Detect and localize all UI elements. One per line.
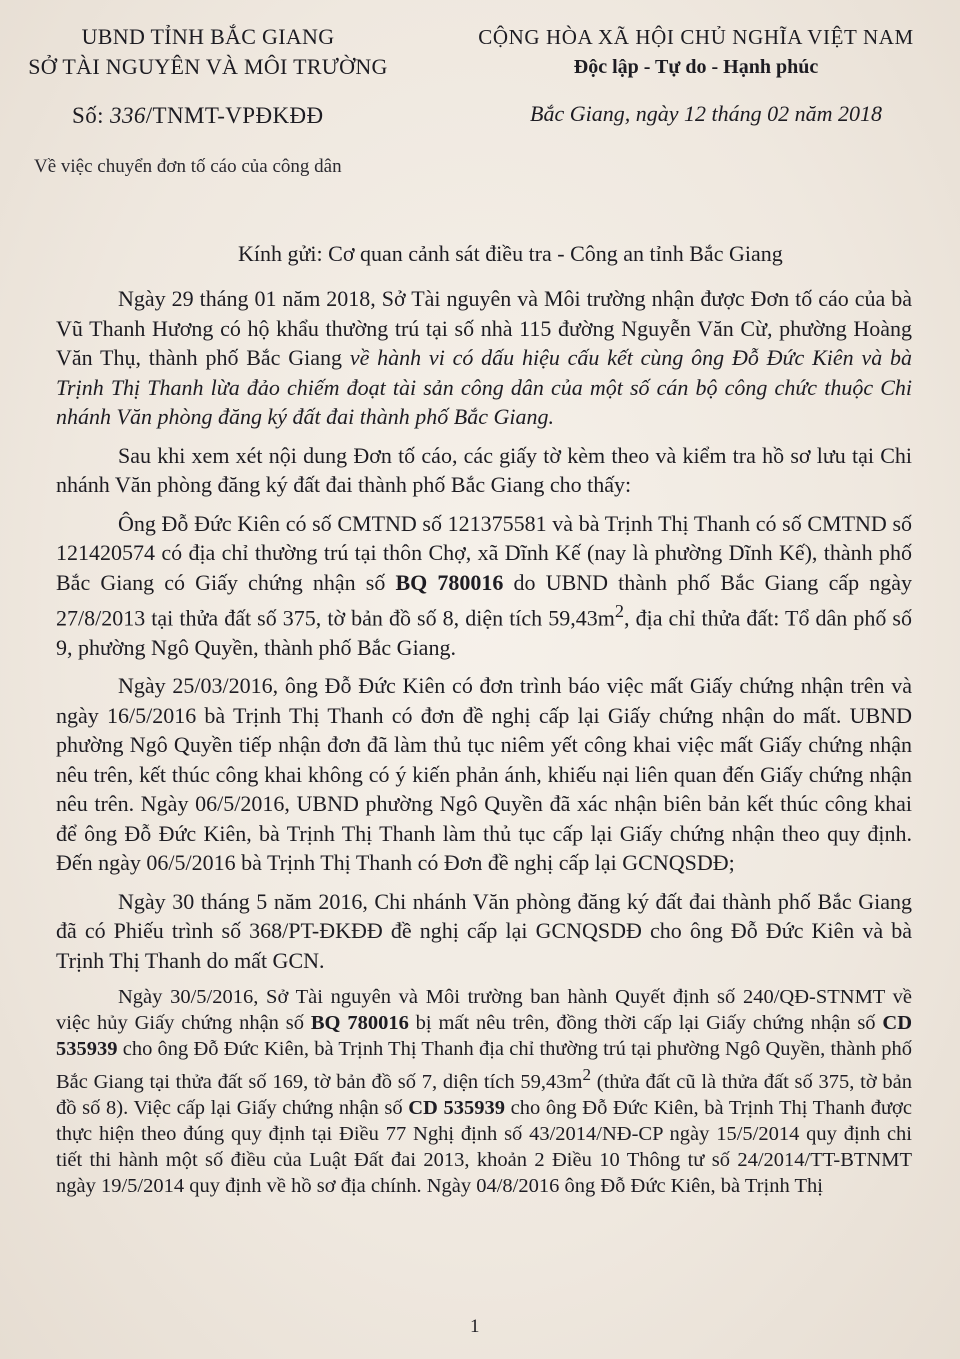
agency-name: UBND TỈNH BẮC GIANG: [81, 24, 335, 49]
doc-number-suffix: /TNMT-VPĐKĐĐ: [145, 103, 324, 128]
superscript: 2: [582, 1065, 591, 1085]
paragraph-complaint: [56, 284, 912, 432]
issue-date: Bắc Giang, ngày 12 tháng 02 năm 2018: [530, 101, 882, 126]
paragraph-text: (thửa đất cũ là thửa đất số 375, tờ bản đồ số 8). Việc cấp lại Giấy chứng nhận số: [56, 1071, 912, 1120]
paragraph-loss-report: Ngày 25/03/2016, ông Đỗ Đức Kiên có đơn trình báo việc mất Giấy chứng nhận trên và ngày 16/5/2016 bà Trịnh Thị Thanh có đơn đề nghị cấp lại Giấy chứng nhận do mất. UBND phường Ngô Quyền tiếp nhận đơn đã làm thủ tục niêm yết công khai việc mất Giấy chứng nhận nêu trên, kết thúc công khai không có ý kiến phản ánh, khiếu nại liên quan đến Giấy chứng nhận nêu trên. Ngày 06/5/2016, UBND phường Ngô Quyền đã xác nhận biên bản kết thúc công khai để ông Đỗ Đức Kiên, bà Trịnh Thị Thanh làm thủ tục cấp lại Giấy chứng nhận theo quy định. Đến ngày 06/5/2016 bà Trịnh Thị Thanh có Đơn đề nghị cấp lại GCNQSDĐ;: [56, 673, 912, 876]
certificate-number: BQ 780016: [310, 1012, 409, 1035]
paragraph-text: cho ông Đỗ Đức Kiên, bà Trịnh Thị Thanh địa chỉ thường trú tại phường Ngô Quyền, thành phố Bắc Giang tại thửa đất số 169, tờ bản đồ số 7, diện tích 59,43m: [56, 1038, 912, 1094]
national-header: [446, 22, 946, 82]
issuer-block: [8, 22, 408, 82]
superscript: 2: [614, 601, 625, 621]
nation-motto: Độc lập - Tự do - Hạnh phúc: [573, 56, 819, 78]
paragraph-text: bị mất nêu trên, đồng thời cấp lại Giấy chứng nhận số: [408, 1012, 883, 1035]
document-subject: Về việc chuyển đơn tố cáo của công dân: [34, 156, 342, 177]
doc-number-value: 336: [110, 103, 146, 128]
paragraph-text: Ngày 29 tháng 01 năm 2018, Sở Tài nguyên và Môi trường nhận được Đơn tố cáo của bà Vũ Thanh Hương có hộ khẩu thường trú tại số nhà 115 đường Nguyễn Văn Cừ, phường Hoàng Văn Thụ, thành phố Bắc Giang: [56, 286, 912, 370]
paragraph-request: Ngày 30 tháng 5 năm 2016, Chi nhánh Văn phòng đăng ký đất đai thành phố Bắc Giang đã có Phiếu trình số 368/PT-ĐKĐĐ đề nghị cấp lại GCNQSDĐ cho ông Đỗ Đức Kiên và bà Trịnh Thị Thanh do mất GCN.: [56, 888, 912, 973]
paragraph-review: Sau khi xem xét nội dung Đơn tố cáo, các giấy tờ kèm theo và kiểm tra hồ sơ lưu tại Chi nhánh Văn phòng đăng ký đất đai thành phố Bắc Giang cho thấy:: [56, 442, 912, 497]
complaint-subject-italic: về hành vi có dấu hiệu cấu kết cùng ông Đỗ Đức Kiên và bà Trịnh Thị Thanh lừa đảo chiếm đoạt tài sản công dân của một số cán bộ công chức thuộc Chi nhánh Văn phòng đăng ký đất đai thành phố Bắc Giang.: [56, 345, 912, 429]
document-number: [72, 103, 324, 129]
doc-number-prefix: Số:: [72, 103, 111, 128]
paragraph-decision: [56, 984, 912, 1199]
certificate-number: CD 535939: [408, 1097, 505, 1120]
paragraph-text: cho ông Đỗ Đức Kiên, bà Trịnh Thị Thanh được thực hiện theo đúng quy định tại Điều 77 Nghị định số 43/2014/NĐ-CP ngày 15/5/2014 quy định chi tiết thi hành một số điều của Luật Đất đai 2013, khoản 2 Điều 10 Thông tư số 24/2014/TT-BTNMT ngày 19/5/2014 quy định về hồ sơ địa chính. Ngày 04/8/2016 ông Đỗ Đức Kiên, bà Trịnh Thị: [56, 1097, 912, 1198]
paragraph-text: do UBND thành phố Bắc Giang cấp ngày 27/8/2013 tại thửa đất số 375, tờ bản đồ số 8, diện tích 59,43m: [56, 569, 912, 631]
page-number: 1: [470, 1316, 480, 1337]
paragraph-text: Ông Đỗ Đức Kiên có số CMTND số 121375581 và bà Trịnh Thị Thanh có số CMTND số 121420574 có địa chỉ thường trú tại thôn Chợ, xã Dĩnh Kế (nay là phường Dĩnh Kế), thành phố Bắc Giang có Giấy chứng nhận số: [56, 510, 912, 595]
certificate-number: BQ 780016: [395, 569, 504, 595]
certificate-number: CD 535939: [56, 1012, 913, 1061]
department-name: SỞ TÀI NGUYÊN VÀ MÔI TRƯỜNG: [28, 54, 388, 79]
paragraph-owners: [56, 509, 912, 663]
paragraph-text: Ngày 30/5/2016, Sở Tài nguyên và Môi trường ban hành Quyết định số 240/QĐ-STNMT về việc hủy Giấy chứng nhận số: [56, 986, 912, 1035]
recipient-line: Kính gửi: Cơ quan cảnh sát điều tra - Công an tỉnh Bắc Giang: [238, 241, 783, 266]
paragraph-text: , địa chỉ thửa đất: Tổ dân phố số 9, phường Ngô Quyền, thành phố Bắc Giang.: [56, 605, 912, 660]
document-body: [56, 284, 912, 1199]
nation-title: CỘNG HÒA XÃ HỘI CHỦ NGHĨA VIỆT NAM: [478, 25, 914, 49]
